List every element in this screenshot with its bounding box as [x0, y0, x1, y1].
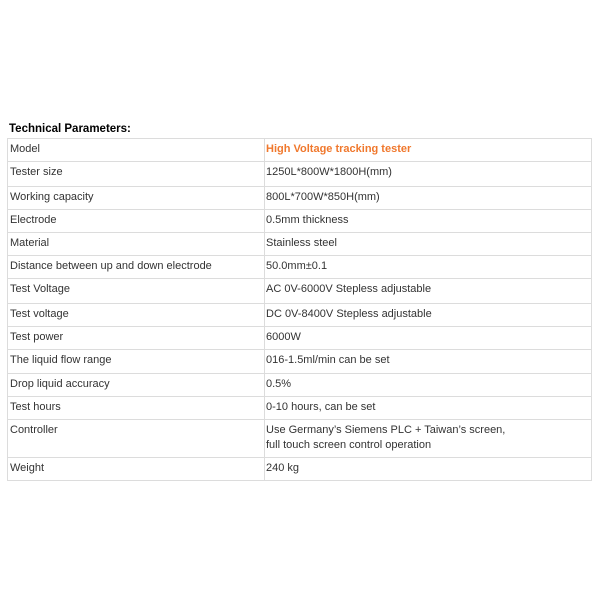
parameter-label: Material — [8, 233, 265, 256]
parameter-value — [265, 374, 592, 397]
parameter-label: Electrode — [8, 210, 265, 233]
table-row — [8, 139, 592, 162]
parameter-value — [265, 139, 592, 162]
parameter-value — [265, 162, 592, 187]
technical-parameters-table — [7, 138, 592, 481]
table-row — [8, 279, 592, 304]
parameter-value — [265, 187, 592, 210]
parameter-label: Test hours — [8, 397, 265, 420]
parameter-value — [265, 420, 592, 458]
parameter-label: Controller — [8, 420, 265, 458]
parameter-value-text: 1250L*800W*1800H(mm) — [266, 166, 392, 178]
parameter-label: Test voltage — [8, 304, 265, 327]
parameter-value — [265, 256, 592, 279]
parameter-label: Distance between up and down electrode — [8, 256, 265, 279]
parameter-value — [265, 210, 592, 233]
table-row — [8, 256, 592, 279]
table-row — [8, 210, 592, 233]
parameter-label: Working capacity — [8, 187, 265, 210]
parameter-value-text: 6000W — [266, 331, 301, 343]
table-row — [8, 304, 592, 327]
parameter-value — [265, 279, 592, 304]
parameter-value-text: AC 0V-6000V Stepless adjustable — [266, 283, 432, 295]
table-row — [8, 458, 592, 481]
parameter-value — [265, 304, 592, 327]
table-row — [8, 187, 592, 210]
parameter-value-text: 0.5% — [266, 378, 292, 390]
parameter-label: Test power — [8, 327, 265, 350]
parameter-value-text: DC 0V-8400V Stepless adjustable — [266, 308, 432, 320]
parameter-label: Drop liquid accuracy — [8, 374, 265, 397]
parameter-value-line-1: Use Germany’s Siemens PLC + Taiwan’s screen, — [266, 424, 506, 436]
parameter-value — [265, 458, 592, 481]
parameter-value-text: 240 kg — [266, 462, 300, 474]
parameter-label: Weight — [8, 458, 265, 481]
parameter-value-text: 016-1.5ml/min can be set — [266, 354, 390, 366]
table-row — [8, 397, 592, 420]
section-heading: Technical Parameters: — [9, 123, 131, 135]
parameter-value-text: Stainless steel — [266, 237, 337, 249]
parameter-label: Tester size — [8, 162, 265, 187]
table-row — [8, 374, 592, 397]
parameter-value — [265, 397, 592, 420]
parameter-value — [265, 233, 592, 256]
model-value: High Voltage tracking tester — [266, 143, 412, 155]
parameter-value-line-2: full touch screen control operation — [266, 439, 432, 451]
parameter-value-text: 0.5mm thickness — [266, 214, 349, 226]
parameter-label: The liquid flow range — [8, 350, 265, 374]
table-row — [8, 327, 592, 350]
parameter-label: Model — [8, 139, 265, 162]
parameter-value — [265, 327, 592, 350]
table-row — [8, 233, 592, 256]
table-row — [8, 350, 592, 374]
parameter-value-text: 0-10 hours, can be set — [266, 401, 376, 413]
parameter-value-text: 800L*700W*850H(mm) — [266, 191, 380, 203]
parameter-label: Test Voltage — [8, 279, 265, 304]
parameter-value — [265, 350, 592, 374]
table-row — [8, 420, 592, 458]
parameter-value-text: 50.0mm±0.1 — [266, 260, 328, 272]
table-row — [8, 162, 592, 187]
